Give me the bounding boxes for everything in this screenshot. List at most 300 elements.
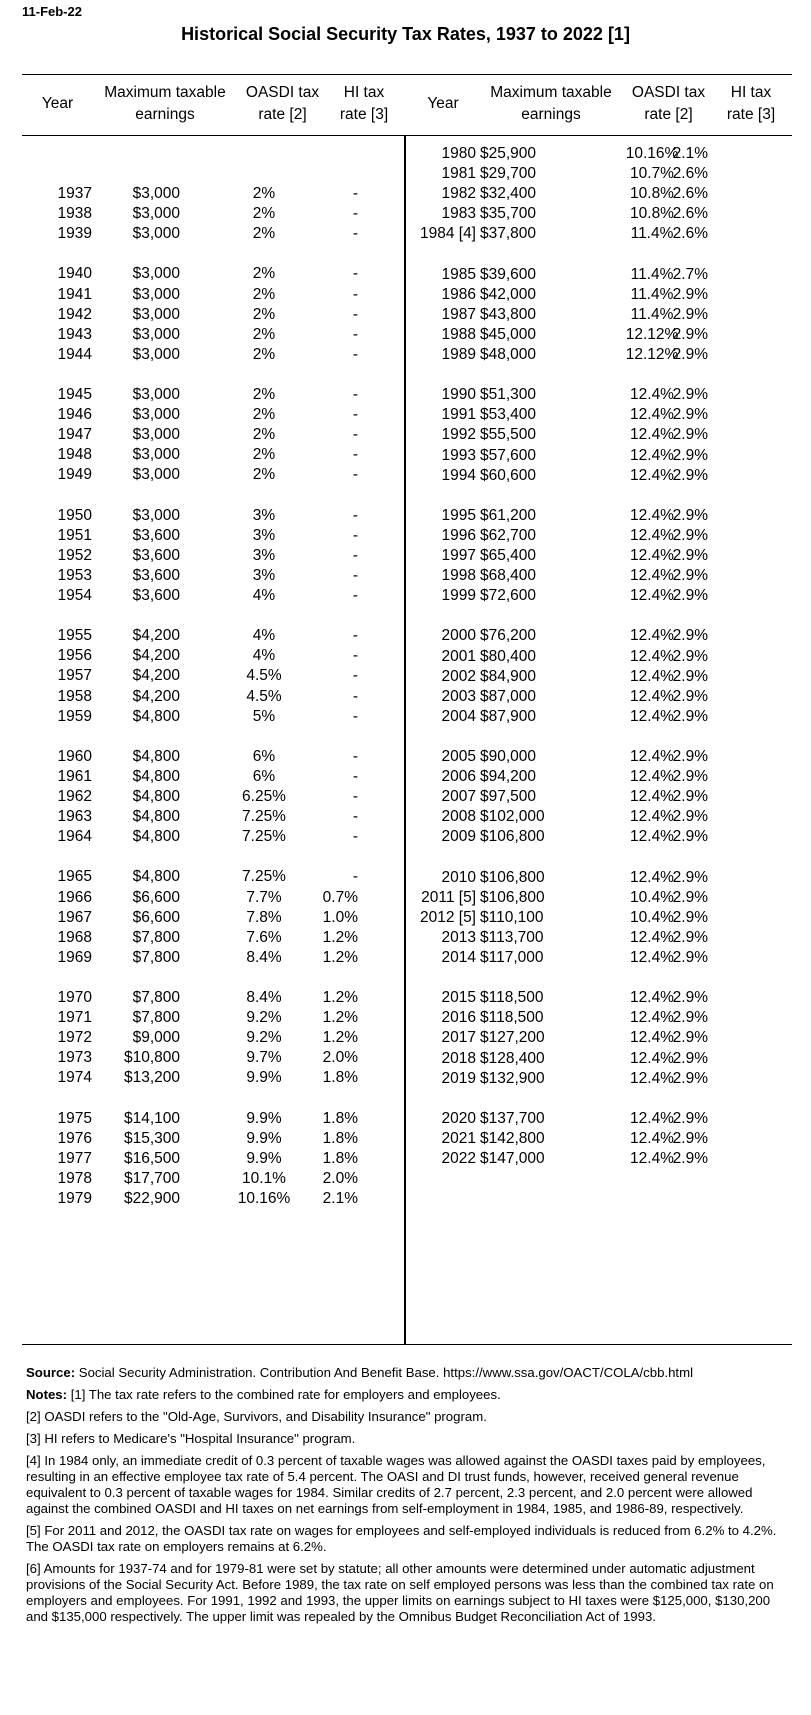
right-cell-hi-rate: 2.6% [672,165,708,183]
right-cell-max-taxable: $94,200 [480,768,537,786]
left-cell-oasdi-rate: 2% [252,466,276,484]
left-cell-oasdi-rate: 4.5% [246,667,282,685]
left-cell-oasdi-rate: 7.25% [242,808,286,826]
left-cell-year: 1969 [57,948,92,966]
right-cell-max-taxable: $29,700 [480,165,537,183]
left-cell-year: 1958 [57,687,92,705]
left-cell-hi-rate: - [352,446,358,464]
right-cell-year: 2016 [441,1009,476,1027]
left-cell-hi-rate: - [352,828,358,846]
left-cell-year: 1947 [57,426,92,444]
right-cell-max-taxable: $142,800 [480,1129,545,1147]
left-header-oasdi-line1: OASDI tax [245,84,320,101]
left-cell-hi-rate: - [352,587,358,604]
right-cell-hi-rate: 2.9% [672,567,708,585]
left-cell-hi-rate: - [352,627,358,645]
left-cell-oasdi-rate: 4% [252,587,276,604]
right-cell-year: 1987 [441,305,476,323]
right-cell-oasdi-rate: 12.4% [630,1129,674,1147]
right-header-oasdi-line1: OASDI tax [631,84,706,101]
left-cell-oasdi-rate: 2% [252,325,276,343]
right-cell-max-taxable: $60,600 [480,466,537,484]
left-cell-hi-rate: - [352,868,358,886]
left-cell-oasdi-rate: 2% [252,386,276,403]
right-cell-hi-rate: 2.1% [672,145,708,162]
left-cell-max-taxable: $3,600 [132,546,180,564]
left-cell-hi-rate: - [352,546,358,564]
left-cell-hi-rate: - [352,325,358,343]
right-cell-max-taxable: $137,700 [480,1109,545,1127]
right-cell-oasdi-rate: 10.8% [630,185,674,203]
right-header-max-line2: earnings [521,106,581,123]
left-cell-oasdi-rate: 2% [252,305,276,323]
right-cell-hi-rate: 2.9% [672,868,708,886]
right-cell-year: 2002 [441,667,476,685]
right-cell-hi-rate: 2.9% [672,1129,708,1147]
right-cell-max-taxable: $37,800 [480,225,537,243]
left-cell-max-taxable: $7,800 [132,1009,180,1027]
left-cell-year: 1940 [57,265,92,283]
right-cell-oasdi-rate: 12.4% [630,1009,674,1027]
left-cell-hi-rate: 1.2% [322,1029,358,1047]
left-cell-max-taxable: $4,800 [132,788,180,805]
right-cell-max-taxable: $35,700 [480,205,537,223]
left-cell-oasdi-rate: 10.16% [237,1190,291,1207]
left-cell-hi-rate: - [352,406,358,424]
left-cell-oasdi-rate: 2% [252,265,276,283]
right-cell-oasdi-rate: 10.4% [630,888,674,906]
right-cell-max-taxable: $106,800 [480,868,545,886]
right-cell-oasdi-rate: 11.4% [630,285,674,303]
right-cell-oasdi-rate: 11.4% [630,305,674,323]
left-cell-oasdi-rate: 2% [252,446,276,464]
right-cell-oasdi-rate: 12.4% [630,768,674,786]
right-cell-year: 1998 [441,567,476,585]
right-cell-oasdi-rate: 12.4% [630,547,674,564]
right-cell-max-taxable: $147,000 [480,1150,545,1167]
right-cell-hi-rate: 2.9% [672,808,708,826]
right-cell-oasdi-rate: 12.4% [630,868,674,886]
right-cell-hi-rate: 2.6% [672,225,708,243]
left-cell-oasdi-rate: 2% [252,285,276,303]
right-header-hi-line1: HI tax [730,84,772,101]
left-cell-oasdi-rate: 3% [252,506,276,524]
left-cell-hi-rate: 1.8% [322,1129,358,1147]
right-cell-hi-rate: 2.9% [672,446,708,464]
left-cell-max-taxable: $7,800 [132,928,180,946]
left-cell-max-taxable: $3,000 [132,325,180,343]
left-cell-max-taxable: $3,000 [132,446,180,464]
right-cell-hi-rate: 2.9% [672,707,708,725]
left-cell-max-taxable: $14,100 [123,1109,180,1127]
right-cell-year: 1986 [441,285,476,303]
right-cell-oasdi-rate: 11.4% [630,225,674,243]
left-cell-year: 1943 [57,325,92,343]
left-cell-oasdi-rate: 9.9% [246,1129,282,1147]
left-cell-hi-rate: - [352,185,358,202]
right-cell-hi-rate: 2.9% [672,768,708,786]
right-cell-max-taxable: $106,800 [480,828,545,846]
right-header-oasdi [626,82,711,126]
left-cell-oasdi-rate: 4% [252,647,276,665]
left-cell-year: 1972 [57,1029,92,1047]
left-cell-max-taxable: $3,000 [132,466,180,484]
right-cell-oasdi-rate: 12.4% [630,587,674,605]
right-cell-max-taxable: $62,700 [480,526,537,544]
right-cell-hi-rate: 2.9% [672,647,708,665]
left-cell-max-taxable: $3,600 [132,566,180,584]
right-cell-max-taxable: $48,000 [480,346,537,363]
right-cell-year: 2004 [441,707,476,725]
right-cell-year: 2001 [441,647,476,665]
left-cell-year: 1957 [57,667,92,685]
left-cell-year: 1975 [57,1109,92,1127]
left-cell-max-taxable: $4,800 [132,868,180,886]
left-cell-oasdi-rate: 3% [252,546,276,564]
right-cell-hi-rate: 2.6% [672,205,708,223]
left-cell-year: 1952 [57,546,92,564]
right-cell-max-taxable: $45,000 [480,325,537,343]
right-cell-year: 1989 [441,346,476,363]
left-cell-year: 1961 [57,767,92,785]
left-cell-year: 1960 [57,747,92,765]
right-cell-year: 1981 [441,165,476,183]
left-cell-max-taxable: $3,000 [132,506,180,524]
right-cell-hi-rate: 2.9% [672,466,708,484]
source-text: Social Security Administration. Contribution And Benefit Base. https://www.ssa.gov/OACT/COLA/cbb.html [75,1365,694,1380]
left-cell-year: 1938 [57,205,92,223]
left-cell-oasdi-rate: 7.8% [246,908,282,926]
left-cell-max-taxable: $3,000 [132,265,180,283]
left-cell-year: 1976 [57,1129,92,1147]
right-cell-hi-rate: 2.9% [672,748,708,765]
right-cell-oasdi-rate: 12.4% [630,1150,674,1167]
left-cell-hi-rate: 0.7% [322,888,358,906]
left-cell-year: 1937 [57,185,92,202]
left-cell-hi-rate: - [352,386,358,403]
right-cell-hi-rate: 2.9% [672,788,708,806]
page-title: Historical Social Security Tax Rates, 1937 to 2022 [1] [181,24,630,44]
right-cell-hi-rate: 2.9% [672,828,708,846]
left-cell-oasdi-rate: 10.1% [242,1169,286,1187]
right-cell-hi-rate: 2.9% [672,1049,708,1067]
left-cell-max-taxable: $13,200 [123,1069,180,1087]
left-cell-hi-rate: - [352,265,358,283]
right-cell-hi-rate: 2.9% [672,908,708,926]
right-cell-year: 2019 [441,1069,476,1087]
left-cell-oasdi-rate: 2% [252,185,276,202]
left-cell-hi-rate: - [352,225,358,243]
left-cell-hi-rate: - [352,466,358,484]
left-cell-year: 1974 [57,1069,92,1087]
left-cell-max-taxable: $3,000 [132,205,180,223]
left-cell-max-taxable: $4,800 [132,828,180,846]
note-1-text: [1] The tax rate refers to the combined rate for employers and employees. [67,1387,501,1402]
right-cell-year: 1993 [441,446,476,464]
left-cell-max-taxable: $4,800 [132,808,180,826]
left-cell-hi-rate: - [352,205,358,223]
right-cell-max-taxable: $127,200 [480,1029,545,1047]
right-cell-max-taxable: $68,400 [480,567,537,585]
left-cell-year: 1964 [57,828,92,846]
left-cell-oasdi-rate: 9.9% [246,1069,282,1087]
left-cell-hi-rate: - [352,426,358,444]
right-cell-year: 1999 [441,587,476,605]
right-header-hi [714,82,788,126]
right-cell-max-taxable: $57,600 [480,446,537,464]
left-cell-year: 1951 [57,526,92,544]
left-cell-max-taxable: $6,600 [132,908,180,926]
right-cell-year: 2009 [441,828,476,846]
left-cell-hi-rate: - [352,808,358,826]
right-cell-max-taxable: $128,400 [480,1049,545,1067]
left-cell-oasdi-rate: 7.25% [242,828,286,846]
right-cell-hi-rate: 2.9% [672,1009,708,1027]
right-cell-year: 1997 [441,547,476,564]
right-cell-max-taxable: $87,000 [480,687,537,705]
left-header-oasdi-line2: rate [2] [258,106,307,123]
right-cell-year: 1995 [441,506,476,524]
right-cell-hi-rate: 2.9% [672,1150,708,1167]
left-cell-hi-rate: - [352,687,358,705]
right-cell-oasdi-rate: 12.4% [630,426,674,444]
right-cell-hi-rate: 2.9% [672,587,708,605]
right-cell-oasdi-rate: 12.4% [630,707,674,725]
right-cell-hi-rate: 2.9% [672,687,708,705]
notes-line-1 [26,1387,786,1403]
right-cell-oasdi-rate: 12.4% [630,949,674,966]
right-cell-oasdi-rate: 12.4% [630,466,674,484]
right-cell-oasdi-rate: 12.4% [630,667,674,685]
left-cell-max-taxable: $4,200 [132,627,180,645]
right-cell-max-taxable: $118,500 [480,989,544,1007]
left-header-hi-line2: rate [3] [339,106,389,123]
left-cell-max-taxable: $17,700 [123,1169,180,1187]
right-cell-year: 1994 [441,466,476,484]
right-cell-year: 1996 [441,526,476,544]
right-cell-hi-rate: 2.9% [672,1029,708,1047]
right-cell-max-taxable: $118,500 [480,1009,544,1027]
left-cell-hi-rate: - [352,667,358,685]
right-cell-max-taxable: $55,500 [480,426,537,444]
right-cell-oasdi-rate: 12.4% [630,1069,674,1087]
right-cell-max-taxable: $102,000 [480,808,545,826]
left-cell-oasdi-rate: 9.9% [246,1149,282,1167]
left-cell-year: 1973 [57,1049,92,1067]
left-cell-year: 1966 [57,888,92,906]
left-cell-oasdi-rate: 2% [252,406,276,424]
right-header-max-line1: Maximum taxable [490,84,612,101]
right-cell-year: 2013 [441,928,476,946]
left-cell-hi-rate: 2.0% [322,1169,358,1187]
left-header-year: Year [41,95,74,112]
left-cell-hi-rate: 2.0% [322,1049,358,1067]
left-cell-max-taxable: $3,000 [132,426,180,444]
left-header-max-line1: Maximum taxable [104,84,226,101]
left-cell-year: 1959 [57,707,92,725]
left-cell-hi-rate: 1.8% [322,1069,358,1087]
right-cell-max-taxable: $97,500 [480,788,537,806]
table-top-rule [22,74,792,75]
source-label: Source: [26,1365,76,1380]
right-cell-oasdi-rate: 12.4% [630,526,674,544]
right-cell-max-taxable: $42,000 [480,285,537,303]
left-cell-hi-rate: - [352,526,358,544]
left-cell-year: 1944 [57,345,92,363]
right-cell-hi-rate: 2.6% [672,185,708,203]
note-2: [2] OASDI refers to the "Old-Age, Survivors, and Disability Insurance" program. [26,1409,487,1424]
right-cell-year: 2011 [5] [421,888,476,906]
right-cell-oasdi-rate: 12.4% [630,989,674,1007]
right-cell-year: 2015 [441,989,476,1007]
left-cell-oasdi-rate: 9.9% [246,1109,282,1127]
left-cell-hi-rate: - [352,305,358,323]
right-cell-hi-rate: 2.9% [672,346,708,363]
right-cell-max-taxable: $80,400 [480,647,537,665]
left-cell-oasdi-rate: 4% [252,627,276,645]
left-cell-max-taxable: $7,800 [132,989,180,1006]
right-cell-oasdi-rate: 10.4% [630,908,674,926]
left-cell-hi-rate: - [352,506,358,524]
left-cell-year: 1950 [57,506,92,524]
note-3: [3] HI refers to Medicare's "Hospital Insurance" program. [26,1431,356,1446]
left-cell-oasdi-rate: 2% [252,205,276,223]
right-cell-max-taxable: $43,800 [480,305,537,323]
right-cell-oasdi-rate: 12.4% [630,567,674,585]
left-cell-year: 1970 [57,989,92,1006]
right-cell-hi-rate: 2.9% [672,888,708,906]
right-cell-hi-rate: 2.9% [672,667,708,685]
right-cell-oasdi-rate: 12.4% [630,406,674,424]
right-cell-hi-rate: 2.9% [672,1109,708,1127]
left-cell-hi-rate: - [352,647,358,665]
right-cell-oasdi-rate: 12.4% [630,1049,674,1067]
left-cell-max-taxable: $4,800 [132,747,180,765]
left-cell-hi-rate: 1.8% [322,1109,358,1127]
right-cell-oasdi-rate: 10.7% [630,165,674,183]
left-cell-hi-rate: 1.2% [322,989,358,1006]
left-cell-max-taxable: $3,000 [132,285,180,303]
left-cell-max-taxable: $3,000 [132,185,180,202]
left-cell-hi-rate: - [352,747,358,765]
right-cell-oasdi-rate: 12.4% [630,506,674,524]
right-cell-year: 2022 [441,1150,476,1167]
right-cell-year: 2007 [441,788,476,806]
right-header-year: Year [427,95,459,112]
left-header-oasdi [240,82,325,126]
left-cell-year: 1948 [57,446,92,464]
right-cell-max-taxable: $25,900 [480,145,537,162]
right-cell-max-taxable: $84,900 [480,667,537,685]
left-cell-max-taxable: $3,000 [132,225,180,243]
left-cell-oasdi-rate: 6% [252,747,276,765]
left-header-hi [330,82,398,126]
notes-label: Notes: [26,1387,68,1402]
left-header-max-taxable [90,82,240,126]
left-cell-year: 1949 [57,466,92,484]
notes-section [26,1365,786,1631]
left-cell-oasdi-rate: 9.2% [246,1009,282,1027]
right-cell-hi-rate: 2.9% [672,928,708,946]
left-cell-year: 1977 [57,1149,92,1167]
right-cell-max-taxable: $132,900 [480,1069,545,1087]
right-cell-oasdi-rate: 12.4% [630,788,674,806]
left-cell-max-taxable: $4,200 [132,667,180,685]
left-cell-max-taxable: $7,800 [132,948,180,966]
right-cell-oasdi-rate: 12.4% [630,748,674,765]
left-cell-max-taxable: $16,500 [123,1149,180,1167]
left-cell-oasdi-rate: 2% [252,426,276,444]
left-cell-year: 1963 [57,808,92,826]
right-cell-oasdi-rate: 12.4% [630,687,674,705]
right-cell-oasdi-rate: 12.4% [630,446,674,464]
right-cell-year: 2012 [5] [419,908,476,926]
left-cell-hi-rate: 1.2% [322,948,358,966]
date-label: 11-Feb-22 [22,4,82,19]
left-header-max-line2: earnings [135,106,195,123]
left-cell-max-taxable: $6,600 [132,888,180,906]
right-cell-year: 2010 [441,868,476,886]
right-cell-year: 2021 [441,1129,476,1147]
left-header-hi-line1: HI tax [343,84,385,101]
right-cell-year: 1988 [441,325,476,343]
right-cell-max-taxable: $32,400 [480,185,537,203]
left-cell-year: 1955 [57,627,92,645]
right-cell-hi-rate: 2.9% [672,285,708,303]
right-cell-hi-rate: 2.9% [672,506,708,524]
left-cell-year: 1939 [57,225,92,243]
source-note [26,1365,786,1381]
note-6: [6] Amounts for 1937-74 and for 1979-81 were set by statute; all other amounts were determined under automatic adjustment provisions of the Social Security Act. Before 1989, the tax rate on self employed persons was less than the combined tax rate on employers and employees. For 1991, 1992 and 1993, the upper limits on earnings subject to HI taxes were $125,000, $130,200 and $135,000 respectively. The upper limit was repealed by the Omnibus Budget Reconciliation Act of 1993. [26,1561,774,1624]
right-cell-max-taxable: $110,100 [480,908,544,926]
right-cell-oasdi-rate: 12.4% [630,647,674,665]
left-cell-year: 1956 [57,647,92,665]
right-cell-max-taxable: $113,700 [480,928,544,946]
right-cell-year: 2018 [441,1049,476,1067]
right-cell-year: 2005 [441,748,476,765]
left-cell-hi-rate: 1.8% [322,1149,358,1167]
left-cell-oasdi-rate: 3% [252,526,276,544]
left-cell-hi-rate: 1.0% [322,908,358,926]
right-cell-hi-rate: 2.9% [672,1069,708,1087]
right-header-max-taxable [476,82,626,126]
right-cell-year: 1991 [441,406,476,424]
left-cell-year: 1954 [57,587,92,604]
right-cell-hi-rate: 2.9% [672,406,708,424]
right-cell-oasdi-rate: 12.4% [630,386,674,404]
left-cell-max-taxable: $3,000 [132,345,180,363]
right-cell-hi-rate: 2.9% [672,325,708,343]
right-cell-max-taxable: $90,000 [480,748,537,765]
right-cell-oasdi-rate: 12.12% [625,325,679,343]
right-cell-year: 1990 [441,386,476,404]
right-cell-max-taxable: $106,800 [480,888,545,906]
right-cell-year: 1985 [441,265,476,283]
left-cell-hi-rate: - [352,285,358,303]
right-cell-oasdi-rate: 12.4% [630,828,674,846]
right-cell-oasdi-rate: 12.4% [630,808,674,826]
right-cell-hi-rate: 2.7% [672,265,708,283]
left-cell-max-taxable: $4,800 [132,767,180,785]
left-cell-oasdi-rate: 7.6% [246,928,282,946]
right-cell-max-taxable: $53,400 [480,406,537,424]
right-cell-max-taxable: $117,000 [480,949,544,966]
left-cell-max-taxable: $3,000 [132,386,180,403]
right-cell-oasdi-rate: 10.16% [625,145,679,162]
left-cell-year: 1979 [57,1190,92,1207]
right-cell-max-taxable: $87,900 [480,707,537,725]
left-cell-max-taxable: $9,000 [132,1029,180,1047]
